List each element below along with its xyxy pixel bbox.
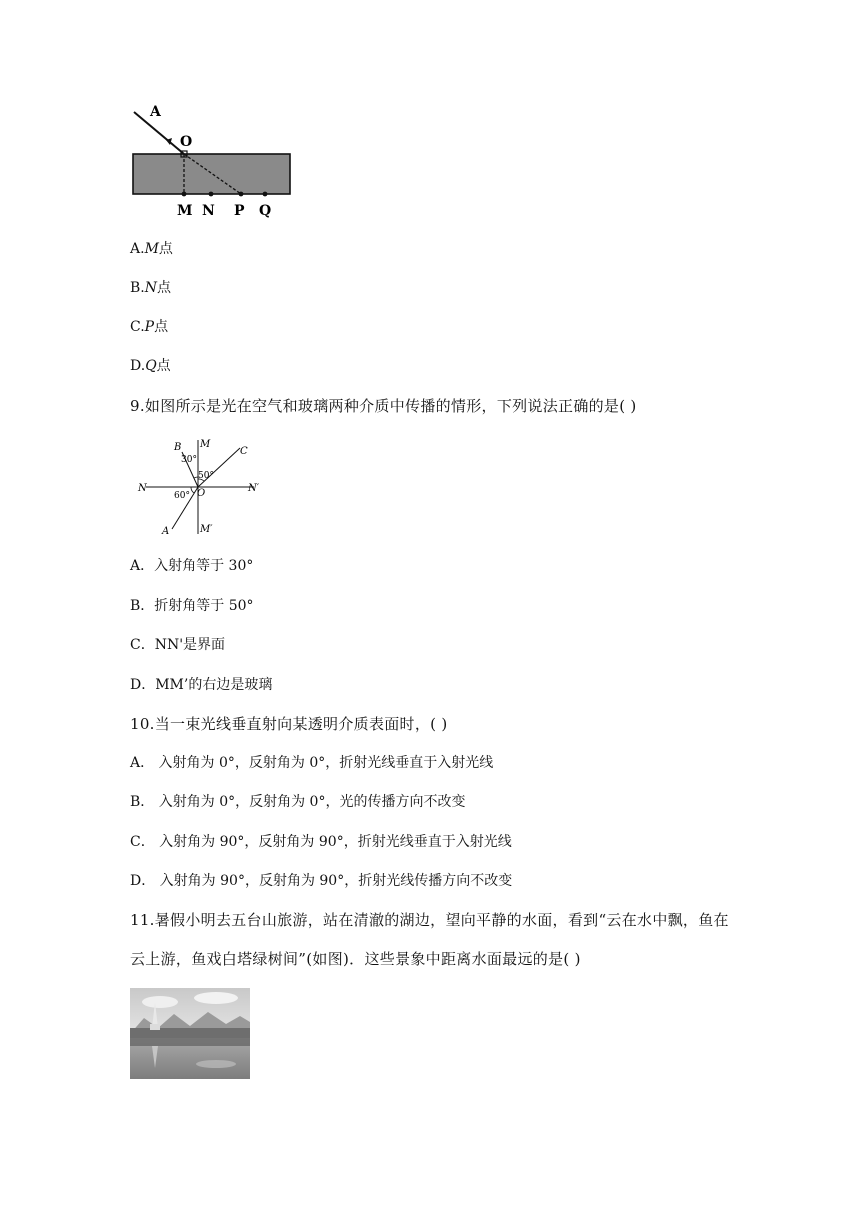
label-n: N bbox=[138, 483, 147, 494]
q9-light-angles-diagram bbox=[136, 434, 266, 540]
q9-option-b: B．折射角等于 50° bbox=[130, 598, 254, 614]
label-c: C bbox=[240, 446, 248, 457]
point-n bbox=[209, 192, 214, 197]
label-n-prime: N′ bbox=[248, 483, 260, 494]
label-p: P bbox=[234, 203, 245, 219]
q8-light-refraction-diagram bbox=[128, 100, 298, 222]
q8-option-d bbox=[130, 356, 171, 376]
q10-option-c: C． 入射角为 90°，反射角为 90°，折射光线垂直于入射光线 bbox=[130, 834, 512, 850]
option-variable: M bbox=[144, 241, 159, 257]
q11-lake-photo bbox=[130, 988, 250, 1079]
label-m-prime: M′ bbox=[200, 524, 213, 535]
label-a: A bbox=[162, 526, 170, 537]
q8-option-b bbox=[130, 278, 171, 298]
label-q: Q bbox=[259, 203, 272, 219]
option-text: 点 bbox=[157, 280, 171, 296]
q10-option-b: B． 入射角为 0°，反射角为 0°，光的传播方向不改变 bbox=[130, 794, 466, 810]
option-letter: C. bbox=[130, 319, 145, 335]
label-50-degrees: 50° bbox=[198, 471, 214, 481]
option-letter: B. bbox=[130, 280, 145, 296]
q9-option-c: C．NN'是界面 bbox=[130, 637, 226, 653]
glass-block bbox=[133, 154, 290, 194]
q9-figure bbox=[136, 434, 266, 540]
q9-option-d: D．MM’的右边是玻璃 bbox=[130, 677, 273, 693]
cloud bbox=[142, 996, 178, 1008]
treeline bbox=[130, 1028, 250, 1038]
point-m bbox=[182, 192, 187, 197]
point-p bbox=[239, 192, 244, 197]
option-variable: P bbox=[144, 319, 155, 335]
q8-option-c bbox=[130, 317, 168, 337]
label-o: O bbox=[180, 134, 193, 150]
label-m: M bbox=[177, 203, 193, 219]
label-b: B bbox=[174, 442, 182, 453]
option-letter: D. bbox=[130, 358, 146, 374]
option-text: 点 bbox=[154, 319, 169, 335]
lake-scene-image bbox=[130, 988, 250, 1079]
cloud-reflection bbox=[196, 1060, 236, 1068]
cloud bbox=[194, 992, 238, 1004]
label-n: N bbox=[202, 203, 215, 219]
reflection-trees bbox=[130, 1038, 250, 1046]
option-text: 点 bbox=[156, 358, 171, 374]
point-q bbox=[263, 192, 268, 197]
label-30-degrees: 30° bbox=[181, 455, 197, 465]
q8-option-a bbox=[130, 239, 173, 259]
pagoda-base bbox=[150, 1024, 160, 1030]
option-variable: Q bbox=[145, 358, 157, 374]
label-m: M bbox=[200, 439, 211, 450]
option-text: 点 bbox=[158, 241, 173, 257]
q11-stem-line-2: 云上游，鱼戏白塔绿树间”(如图)．这些景象中距离水面最远的是( ) bbox=[130, 950, 581, 968]
option-variable: N bbox=[144, 280, 157, 296]
label-a: A bbox=[150, 104, 161, 120]
label-o: O bbox=[197, 488, 206, 499]
ray-oc bbox=[198, 448, 240, 487]
q10-option-d: D． 入射角为 90°，反射角为 90°，折射光线传播方向不改变 bbox=[130, 873, 513, 889]
angle-arc-60 bbox=[191, 487, 194, 493]
q10-option-a: A． 入射角为 0°，反射角为 0°，折射光线垂直于入射光线 bbox=[130, 755, 494, 771]
option-letter: A. bbox=[130, 241, 145, 257]
q9-option-a: A．入射角等于 30° bbox=[130, 558, 254, 574]
q9-stem: 9.如图所示是光在空气和玻璃两种介质中传播的情形，下列说法正确的是( ) bbox=[130, 397, 637, 415]
q11-stem-line-1: 11.暑假小明去五台山旅游，站在清澈的湖边，望向平静的水面，看到“云在水中飘，鱼在 bbox=[130, 911, 729, 929]
q10-stem: 10.当一束光线垂直射向某透明介质表面时，( ) bbox=[130, 715, 448, 733]
q8-figure bbox=[128, 100, 298, 222]
label-60-degrees: 60° bbox=[174, 491, 190, 501]
